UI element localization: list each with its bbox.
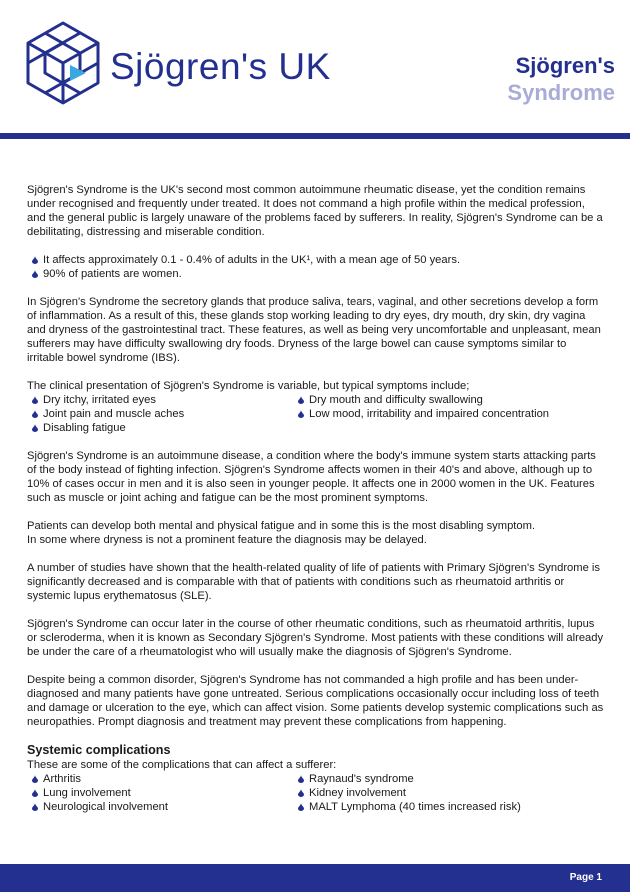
statistics-list	[31, 253, 605, 281]
droplet-bullet-icon	[32, 256, 38, 264]
droplet-bullet-icon	[32, 270, 38, 278]
droplet-bullet-icon	[32, 410, 38, 418]
list-item: Disabling fatigue	[31, 421, 297, 435]
document-title-line1: Sjögren's	[515, 53, 615, 78]
list-item: Joint pain and muscle aches	[31, 407, 297, 421]
droplet-bullet-icon	[298, 410, 304, 418]
symptoms-intro: The clinical presentation of Sjögren's Syndrome is variable, but typical symptoms include;	[27, 380, 470, 392]
footer-bar	[0, 864, 630, 892]
list-item: Lung involvement	[31, 786, 297, 800]
droplet-bullet-icon	[298, 789, 304, 797]
autoimmune-paragraph: Sjögren's Syndrome is an autoimmune disease, a condition where the body's immune system starts attacking parts of the body instead of fighting infection. Sjögren's Syndrome affects women in their 40's and above, although up to 10% of cases occur in men and it is also seen in younger people. It affects one in 2000 women in the UK. Features such as muscle or joint aching and fatigue can be the most prominent symptoms.	[27, 450, 596, 504]
section-heading: Systemic complications	[27, 743, 171, 757]
droplet-bullet-icon	[32, 803, 38, 811]
document-body	[27, 183, 605, 828]
droplet-bullet-icon	[32, 424, 38, 432]
list-item: Low mood, irritability and impaired concentration	[297, 407, 597, 421]
list-item: Neurological involvement	[31, 800, 297, 814]
list-item: MALT Lymphoma (40 times increased risk)	[297, 800, 597, 814]
symptoms-list	[31, 393, 605, 435]
list-item: 90% of patients are women.	[31, 267, 605, 281]
droplet-bullet-icon	[298, 775, 304, 783]
brand-name: Sjögren's UK	[110, 46, 331, 87]
droplet-bullet-icon	[298, 396, 304, 404]
complications-list	[31, 772, 605, 814]
list-item: Raynaud's syndrome	[297, 772, 597, 786]
page-number: Page 1	[569, 872, 602, 883]
fatigue-paragraph: Patients can develop both mental and physical fatigue and in some this is the most disabling symptom. In some where dryness is not a prominent feature the diagnosis may be delayed.	[27, 520, 536, 546]
list-item: It affects approximately 0.1 - 0.4% of adults in the UK¹, with a mean age of 50 years.	[31, 253, 605, 267]
list-item: Dry itchy, irritated eyes	[31, 393, 297, 407]
list-item: Kidney involvement	[297, 786, 597, 800]
secondary-sjogrens-paragraph: Sjögren's Syndrome can occur later in the course of other rheumatic conditions, such as rheumatoid arthritis, lupus or scleroderma, when it is known as Secondary Sjögren's Syndrome. Most patients with these conditions will already be under the care of a rheumatologist who will usually make the diagnosis of Sjögren's Syndrome.	[27, 618, 604, 658]
droplet-bullet-icon	[298, 803, 304, 811]
droplet-bullet-icon	[32, 775, 38, 783]
quality-of-life-paragraph: A number of studies have shown that the health-related quality of life of patients with Primary Sjögren's Syndrome is significantly decreased and is comparable with that of patients with conditions such as rheumatoid arthritis or systemic lupus erythematosus (SLE).	[27, 562, 600, 602]
droplet-bullet-icon	[32, 789, 38, 797]
intro-paragraph: Sjögren's Syndrome is the UK's second most common autoimmune rheumatic disease, yet the condition remains under recognised and frequently under treated. It does not command a high profile within the medical profession, and the general public is largely unaware of the problems faced by sufferers. In reality, Sjögren's Syndrome can be a debilitating, distressing and miserable condition.	[27, 184, 603, 238]
complications-paragraph: Despite being a common disorder, Sjögren's Syndrome has not commanded a high profile and has been under-diagnosed and many patients have gone untreated. Serious complications occasionally occur including loss of teeth and damage or ulceration to the eye, which can affect vision. Some patients develop systemic complications such as neuropathies. Prompt diagnosis and treatment may prevent these complications from happening.	[27, 674, 604, 728]
droplet-bullet-icon	[32, 396, 38, 404]
document-title-line2: Syndrome	[507, 80, 615, 105]
list-item: Arthritis	[31, 772, 297, 786]
sjogrens-uk-logo	[26, 21, 100, 105]
glands-paragraph: In Sjögren's Syndrome the secretory glands that produce saliva, tears, vaginal, and other secretions develop a form of inflammation. As a result of this, these glands stop working leading to dry eyes, dry mouth, dry skin, dry vagina and dryness of the gastrointestinal tract. These features, as well as being very uncomfortable and unpleasant, mean sufferers may have difficulty swallowing dry foods. Dryness of the large bowel can cause symptoms similar to irritable bowel syndrome (IBS).	[27, 296, 601, 364]
list-item: Dry mouth and difficulty swallowing	[297, 393, 597, 407]
header-divider	[0, 133, 630, 139]
complications-intro: These are some of the complications that can affect a sufferer:	[27, 759, 337, 771]
